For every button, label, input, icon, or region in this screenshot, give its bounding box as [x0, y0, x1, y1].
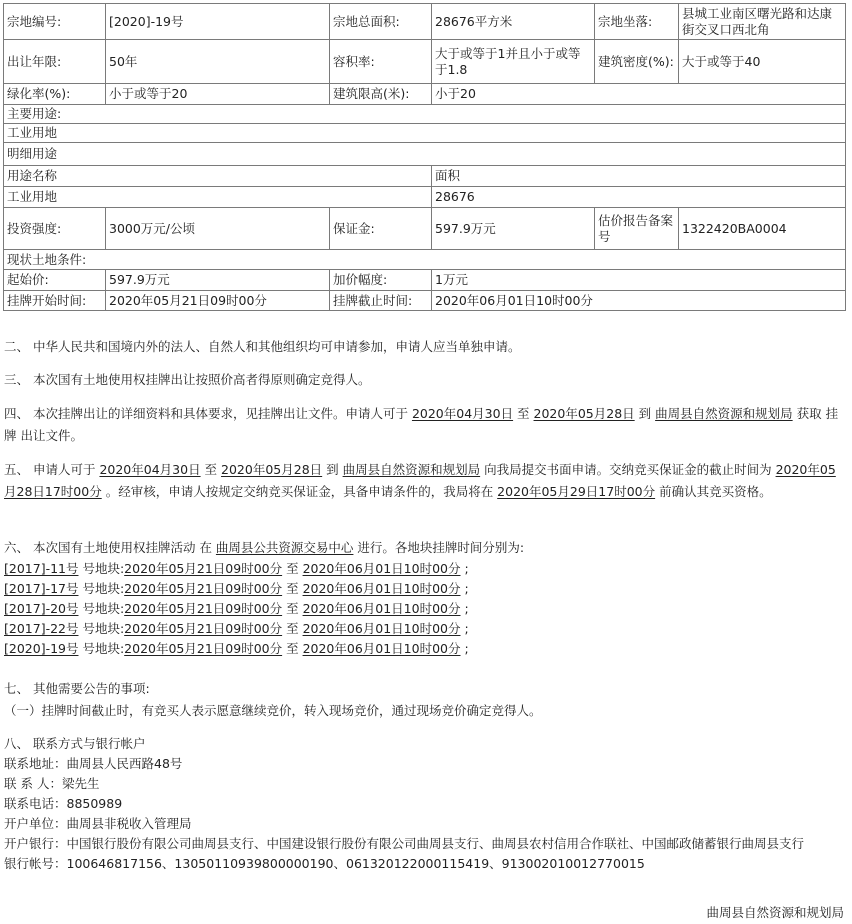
value-increment: 1万元	[432, 270, 846, 291]
table-row	[4, 166, 846, 187]
section-2: 二、 中华人民共和国境内外的法人、自然人和其他组织均可申请参加，申请人应当单独申请。	[4, 339, 521, 354]
label-investment: 投资强度:	[4, 208, 106, 250]
section-4-text: 获取 挂牌 出让文件。	[4, 406, 839, 443]
label-start-price: 起始价:	[4, 270, 106, 291]
label-plot-ratio: 容积率:	[330, 40, 432, 84]
schedule-text: ;	[460, 561, 469, 576]
section-5	[4, 459, 846, 503]
label-deposit: 保证金:	[330, 208, 432, 250]
label-term: 出让年限:	[4, 40, 106, 84]
section-8-title: 八、 联系方式与银行帐户	[4, 736, 146, 751]
label-listing-start: 挂牌开始时间:	[4, 291, 106, 311]
account-numbers: 银行帐号：100646817156、13050110939800000190、061320122000115419、913002010012770015	[4, 856, 645, 871]
value-height-limit: 小于20	[432, 84, 846, 105]
schedule-item	[4, 639, 846, 659]
value-deposit: 597.9万元	[432, 208, 595, 250]
table-row	[4, 270, 846, 291]
section-6	[4, 537, 846, 659]
section-5-text: 至	[200, 462, 222, 477]
section-8	[4, 734, 846, 874]
label-green-rate: 绿化率(%):	[4, 84, 106, 105]
end-time-link[interactable]: 2020年06月01日10时00分	[302, 601, 461, 616]
end-time-link[interactable]: 2020年06月01日10时00分	[302, 581, 461, 596]
value-main-use: 工业用地	[4, 124, 846, 143]
section-5-text: 到	[322, 462, 343, 477]
section-5-text: 向我局提交书面申请。交纳竞买保证金的截止时间为	[480, 462, 776, 477]
trading-center-link[interactable]: 曲周县公共资源交易中心	[215, 540, 354, 555]
table-row	[4, 143, 846, 166]
schedule-text: 至	[282, 561, 303, 576]
start-time-link[interactable]: 2020年05月21日09时00分	[124, 601, 283, 616]
end-time-link[interactable]: 2020年06月01日10时00分	[302, 641, 461, 656]
section-7	[4, 678, 846, 722]
schedule-item	[4, 579, 846, 599]
value-term: 50年	[106, 40, 330, 84]
label-increment: 加价幅度:	[330, 270, 432, 291]
contact-address: 联系地址：曲周县人民西路48号	[4, 756, 183, 771]
schedule-text: 号地块:	[78, 621, 125, 636]
schedule-text: 号地块:	[78, 561, 125, 576]
schedule-text: 至	[282, 621, 303, 636]
signature: 曲周县自然资源和规划局	[706, 905, 844, 920]
schedule-text: 至	[282, 581, 303, 596]
label-detail-use: 明细用途	[4, 143, 846, 166]
value-listing-end: 2020年06月01日10时00分	[432, 291, 846, 311]
label-appraisal-no: 估价报告备案号	[595, 208, 679, 250]
account-bank: 开户银行：中国银行股份有限公司曲周县支行、中国建设银行股份有限公司曲周县支行、曲周县农村信用合作联社、中国邮政储蓄银行曲周县支行	[4, 836, 805, 851]
section-3: 三、 本次国有土地使用权挂牌出让按照价高者得原则确定竞得人。	[4, 372, 371, 387]
section-7-title: 七、 其他需要公告的事项:	[4, 681, 150, 696]
org-link[interactable]: 曲周县自然资源和规划局	[655, 406, 793, 421]
value-location: 县城工业南区曙光路和达康街交叉口西北角	[679, 4, 846, 40]
value-total-area: 28676平方米	[432, 4, 595, 40]
schedule-text: 号地块:	[78, 641, 125, 656]
date-link[interactable]: 2020年05月28日17时00分	[4, 462, 836, 499]
section-4-text: 四、 本次挂牌出让的详细资料和具体要求，见挂牌出让文件。申请人可于	[4, 406, 412, 421]
value-listing-start: 2020年05月21日09时00分	[106, 291, 330, 311]
parcel-no-link[interactable]: [2020]-19号	[4, 641, 79, 656]
label-main-use: 主要用途:	[4, 105, 846, 124]
label-building-density: 建筑密度(%):	[595, 40, 679, 84]
value-parcel-no: [2020]-19号	[106, 4, 330, 40]
label-total-area: 宗地总面积:	[330, 4, 432, 40]
section-4	[4, 403, 846, 447]
section-6-text: 六、 本次国有土地使用权挂牌活动 在	[4, 540, 216, 555]
table-row	[4, 208, 846, 250]
schedule-text: ;	[460, 641, 469, 656]
schedule-item	[4, 599, 846, 619]
start-time-link[interactable]: 2020年05月21日09时00分	[124, 641, 283, 656]
value-area: 28676	[432, 187, 846, 208]
label-land-condition: 现状土地条件:	[4, 250, 846, 270]
label-parcel-no: 宗地编号:	[4, 4, 106, 40]
schedule-text: 号地块:	[78, 601, 125, 616]
section-5-text: 前确认其竞买资格。	[655, 484, 772, 499]
header-area: 面积	[432, 166, 846, 187]
value-plot-ratio: 大于或等于1并且小于或等于1.8	[432, 40, 595, 84]
date-link[interactable]: 2020年05月28日	[221, 462, 323, 477]
parcel-no-link[interactable]: [2017]-20号	[4, 601, 79, 616]
end-time-link[interactable]: 2020年06月01日10时00分	[302, 621, 461, 636]
table-row	[4, 40, 846, 84]
contact-person: 联 系 人：梁先生	[4, 776, 100, 791]
table-row	[4, 291, 846, 311]
org-link[interactable]: 曲周县自然资源和规划局	[342, 462, 481, 477]
table-row	[4, 84, 846, 105]
section-4-text: 至	[513, 406, 534, 421]
account-unit: 开户单位：曲周县非税收入管理局	[4, 816, 192, 831]
schedule-text: 至	[282, 601, 303, 616]
start-time-link[interactable]: 2020年05月21日09时00分	[124, 581, 283, 596]
schedule-item	[4, 559, 846, 579]
value-start-price: 597.9万元	[106, 270, 330, 291]
header-use-name: 用途名称	[4, 166, 432, 187]
start-time-link[interactable]: 2020年05月21日09时00分	[124, 621, 283, 636]
schedule-item	[4, 619, 846, 639]
end-time-link[interactable]: 2020年06月01日10时00分	[302, 561, 461, 576]
value-use-name: 工业用地	[4, 187, 432, 208]
value-investment: 3000万元/公顷	[106, 208, 330, 250]
label-location: 宗地坐落:	[595, 4, 679, 40]
table-row	[4, 187, 846, 208]
table-row	[4, 250, 846, 270]
table-row	[4, 105, 846, 124]
start-time-link[interactable]: 2020年05月21日09时00分	[124, 561, 283, 576]
value-building-density: 大于或等于40	[679, 40, 846, 84]
section-5-text: 五、 申请人可于	[4, 462, 100, 477]
contact-phone: 联系电话：8850989	[4, 796, 123, 811]
section-6-text: 进行。各地块挂牌时间分别为:	[353, 540, 525, 555]
date-link[interactable]: 2020年05月29日17时00分	[497, 484, 656, 499]
value-green-rate: 小于或等于20	[106, 84, 330, 105]
land-parcel-table	[3, 3, 846, 311]
schedule-text: ;	[460, 621, 469, 636]
parcel-no-link[interactable]: [2017]-11号	[4, 561, 79, 576]
date-link[interactable]: 2020年05月28日	[533, 406, 635, 421]
section-5-text: 。经审核，申请人按规定交纳竞买保证金，具备申请条件的，我局将在	[101, 484, 498, 499]
schedule-text: 至	[282, 641, 303, 656]
parcel-no-link[interactable]: [2017]-22号	[4, 621, 79, 636]
label-height-limit: 建筑限高(米):	[330, 84, 432, 105]
value-appraisal-no: 1322420BA0004	[679, 208, 846, 250]
date-link[interactable]: 2020年04月30日	[99, 462, 201, 477]
schedule-text: ;	[460, 581, 469, 596]
label-listing-end: 挂牌截止时间:	[330, 291, 432, 311]
schedule-text: ;	[460, 601, 469, 616]
table-row	[4, 124, 846, 143]
parcel-no-link[interactable]: [2017]-17号	[4, 581, 79, 596]
table-row	[4, 4, 846, 40]
date-link[interactable]: 2020年04月30日	[411, 406, 514, 421]
section-7-item: （一）挂牌时间截止时，有竞买人表示愿意继续竞价，转入现场竞价，通过现场竞价确定竞得人。	[4, 703, 542, 718]
section-4-text: 到	[634, 406, 656, 421]
schedule-text: 号地块:	[78, 581, 125, 596]
